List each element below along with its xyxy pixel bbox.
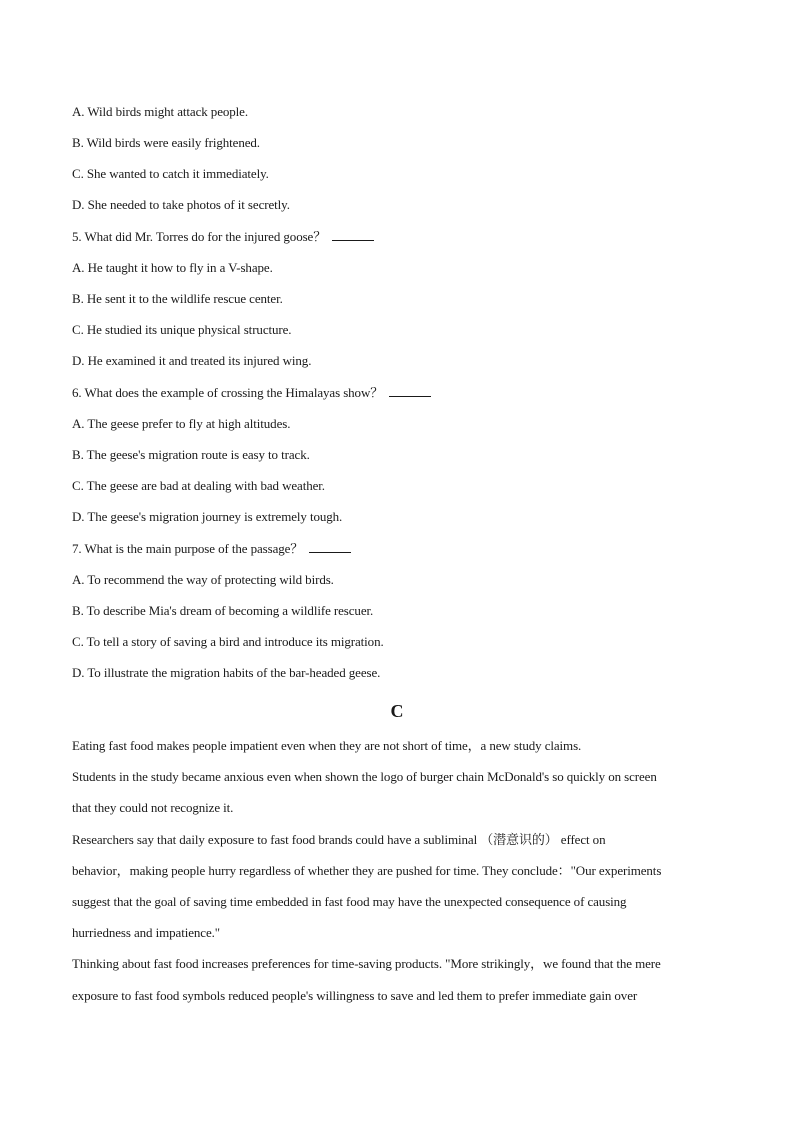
answer-blank <box>389 384 431 397</box>
q6-option-d: D. The geese's migration journey is extremely tough. <box>72 509 343 524</box>
q7-stem: 7. What is the main purpose of the passage？ <box>72 541 304 556</box>
answer-blank <box>309 540 351 553</box>
q6-option-b: B. The geese's migration route is easy to track. <box>72 447 310 462</box>
passage-line: Eating fast food makes people impatient even when they are not short of time，a new study claims. <box>72 738 582 753</box>
q7-stem-line <box>72 540 351 557</box>
q6-stem-line <box>72 384 431 401</box>
q7-option-d: D. To illustrate the migration habits of the bar-headed geese. <box>72 665 381 680</box>
q5-option-a: A. He taught it how to fly in a V-shape. <box>72 260 273 275</box>
passage-line: hurriedness and impatience." <box>72 925 220 940</box>
passage-line: behavior，making people hurry regardless of whether they are pushed for time. They conclude："Our experiments <box>72 863 662 878</box>
q4-option-a: A. Wild birds might attack people. <box>72 104 248 119</box>
q4-option-c: C. She wanted to catch it immediately. <box>72 166 269 181</box>
answer-blank <box>332 228 374 241</box>
q6-option-c: C. The geese are bad at dealing with bad weather. <box>72 478 325 493</box>
q6-option-a: A. The geese prefer to fly at high altitudes. <box>72 416 291 431</box>
q4-option-d: D. She needed to take photos of it secretly. <box>72 197 290 212</box>
q5-stem-line <box>72 228 374 245</box>
passage-line: Researchers say that daily exposure to fast food brands could have a subliminal （潜意识的） effect on <box>72 832 606 847</box>
q4-option-b: B. Wild birds were easily frightened. <box>72 135 260 150</box>
q5-stem: 5. What did Mr. Torres do for the injured goose？ <box>72 229 327 244</box>
q6-stem: 6. What does the example of crossing the Himalayas show？ <box>72 385 384 400</box>
q5-option-b: B. He sent it to the wildlife rescue center. <box>72 291 283 306</box>
q7-option-a: A. To recommend the way of protecting wild birds. <box>72 572 334 587</box>
passage-line: Thinking about fast food increases preferences for time-saving products. "More strikingly，we found that the mere <box>72 956 661 971</box>
q5-option-d: D. He examined it and treated its injured wing. <box>72 353 312 368</box>
q7-option-b: B. To describe Mia's dream of becoming a wildlife rescuer. <box>72 603 374 618</box>
q5-option-c: C. He studied its unique physical structure. <box>72 322 292 337</box>
section-heading: C <box>390 701 404 721</box>
passage-line: suggest that the goal of saving time embedded in fast food may have the unexpected consequence of causing <box>72 894 627 909</box>
passage-line: exposure to fast food symbols reduced people's willingness to save and led them to prefer immediate gain over <box>72 988 638 1003</box>
passage-line: that they could not recognize it. <box>72 800 234 815</box>
passage-line: Students in the study became anxious even when shown the logo of burger chain McDonald's so quickly on screen <box>72 769 657 784</box>
q7-option-c: C. To tell a story of saving a bird and introduce its migration. <box>72 634 384 649</box>
